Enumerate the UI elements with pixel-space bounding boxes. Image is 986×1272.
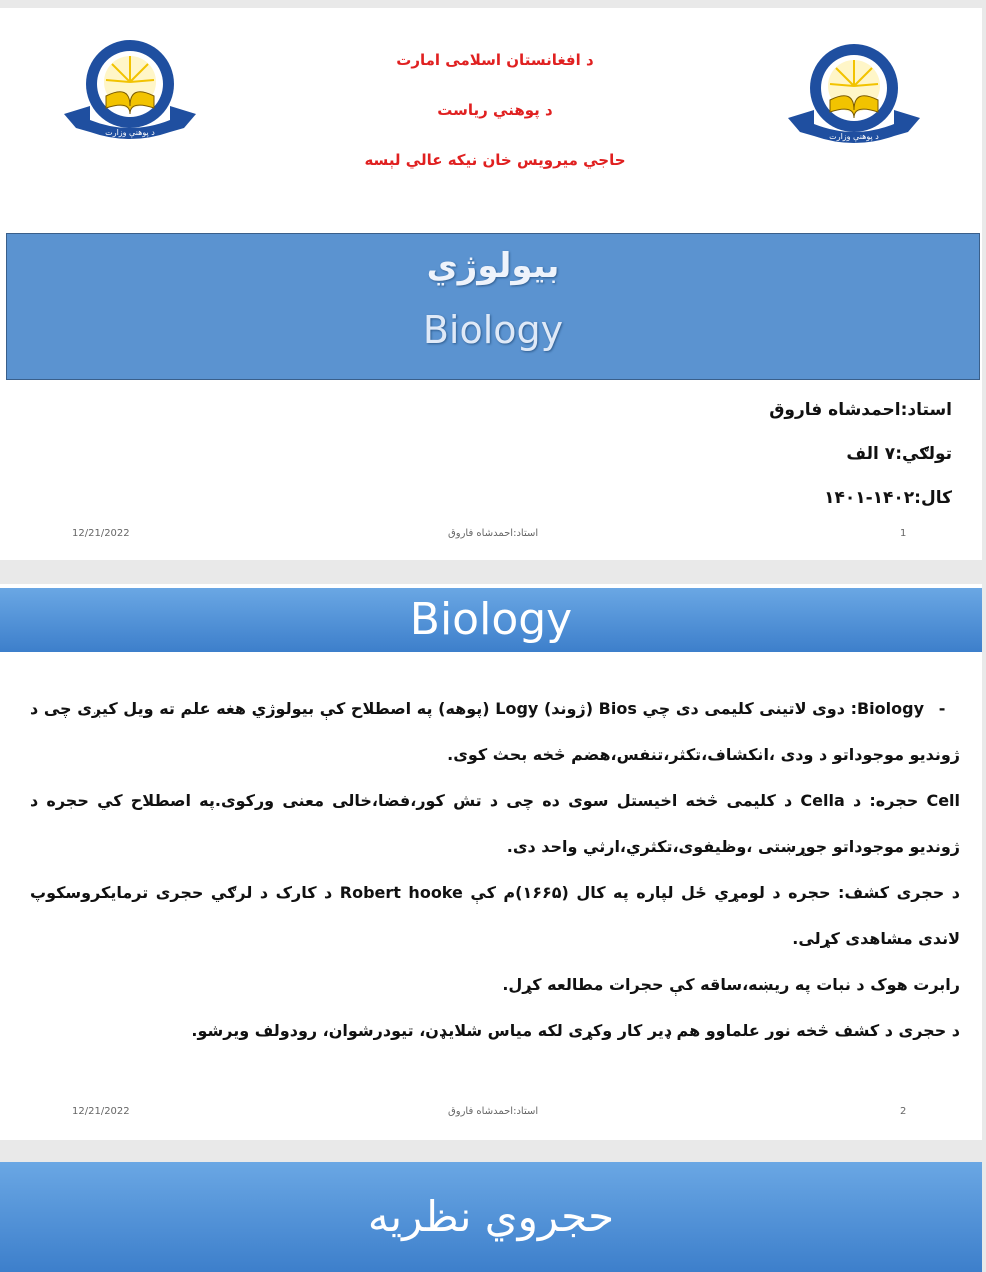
- school-name: حاجي ميرويس خان نيکه عالي لېسه: [364, 151, 626, 169]
- academic-year: کال:۱۴۰۲-۱۴۰۱: [824, 488, 952, 508]
- bullet-dash: -: [938, 699, 946, 718]
- paragraph-cell-definition: [30, 778, 960, 870]
- paragraph-other-scientists: [30, 1008, 960, 1054]
- footer-date: 12/21/2022: [72, 1106, 130, 1117]
- paragraph-text: د حجری کشف: حجره د لومړي ځل لپاره په کال (۱۶۶۵)م کې Robert hooke د کارک د لرګي حجری ترمایکروسکوپ لاندی مشاهدی کړلی.: [30, 883, 961, 948]
- svg-text:د پوهنې وزارت: د پوهنې وزارت: [829, 132, 879, 141]
- paragraph-robert-hooke: [30, 962, 960, 1008]
- slide-1: [0, 8, 982, 560]
- title-pashto: بیولوژي: [426, 246, 560, 286]
- paragraph-text: Biology: دوی لاتینی کلیمی دی چي Bios (ژوند) Logy (پوهه) په اصطلاح کې بیولوژي هغه علم ته ویل کیږی چی د ژوندیو موجوداتو د ودی ،انکشاف،تکثر،تنفس،هضم څخه بحث کوی.: [30, 699, 960, 764]
- ministry-logo-left: [62, 36, 198, 146]
- title-english: Biology: [422, 308, 564, 352]
- paragraph-text: رابرت هوک د نبات په ریښه،ساقه کې حجرات مطالعه کړل.: [502, 975, 960, 994]
- school-header: [300, 52, 690, 202]
- paragraph-biology-definition: [30, 686, 960, 778]
- footer-date: 12/21/2022: [72, 528, 130, 539]
- slide-body: [30, 686, 960, 1054]
- svg-text:د پوهنې وزارت: د پوهنې وزارت: [105, 128, 155, 137]
- slide-title: Biology: [0, 588, 982, 652]
- paragraph-cell-discovery: [30, 870, 960, 962]
- footer-author: استاد:احمدشاه فاروق: [448, 528, 539, 539]
- class-name: تولګي:۷ الف: [846, 444, 952, 464]
- footer-page-number: 1: [900, 528, 907, 539]
- footer-page-number: 2: [900, 1106, 907, 1117]
- paragraph-text: د حجری د کشف څخه نور علماوو هم ډیر کار وکړی لکه میاس شلایډن، تیودرشوان، رودولف ویرشو.: [191, 1021, 960, 1040]
- slide-3: [0, 1162, 982, 1272]
- title-banner: [6, 233, 980, 380]
- ministry-logo-right: [786, 40, 922, 150]
- footer-author: استاد:احمدشاه فاروق: [448, 1106, 539, 1117]
- paragraph-text: Cell حجره: د Cella د کلیمی څخه اخیستل سوی ده چی د تش کور،فضا،خالی معنی ورکوی.په اصطلاح کي حجره د ژوندیو موجوداتو جوړښتی ،وظیفوی،تکثري،ارثي واحد دی.: [30, 791, 961, 856]
- slide-2: [0, 584, 982, 1140]
- teacher-name: استاد:احمدشاه فاروق: [769, 400, 952, 420]
- emirate-name: د افغانستان اسلامی امارت: [396, 51, 594, 69]
- slide-title: حجروي نظريه: [0, 1162, 982, 1272]
- directorate-name: د پوهني رياست: [437, 101, 553, 119]
